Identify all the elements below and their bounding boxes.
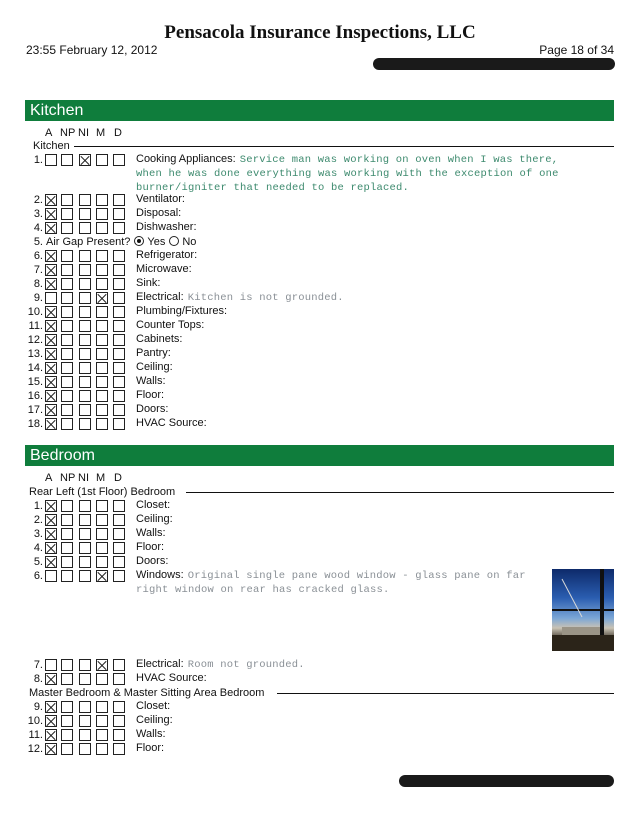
- window-photo-image: [552, 569, 614, 651]
- checkbox[interactable]: [96, 542, 108, 554]
- item-number: 16.: [27, 390, 43, 402]
- checkbox[interactable]: [61, 743, 73, 755]
- checkbox[interactable]: [45, 570, 57, 582]
- checkbox[interactable]: [113, 556, 125, 568]
- page-number: Page 18 of 34: [539, 43, 614, 57]
- item-label: Cooking Appliances:: [136, 153, 236, 165]
- checklist-row: [0, 305, 640, 319]
- checkbox-checked[interactable]: [96, 570, 108, 582]
- checkbox[interactable]: [79, 306, 91, 318]
- checklist-row: [0, 375, 640, 389]
- checkbox-checked[interactable]: [45, 278, 57, 290]
- checkbox[interactable]: [79, 376, 91, 388]
- checklist-row: [0, 389, 640, 403]
- checkbox[interactable]: [79, 542, 91, 554]
- checkbox[interactable]: [61, 264, 73, 276]
- company-title: Pensacola Insurance Inspections, LLC: [164, 22, 476, 43]
- checklist-row: [0, 263, 640, 277]
- item-number: 6.: [33, 570, 43, 582]
- checkbox[interactable]: [96, 556, 108, 568]
- checkbox[interactable]: [96, 348, 108, 360]
- item-label: Closet:: [136, 700, 171, 712]
- checkbox[interactable]: [113, 500, 125, 512]
- checkbox[interactable]: [61, 194, 73, 206]
- checkbox[interactable]: [79, 500, 91, 512]
- checkbox[interactable]: [96, 362, 108, 374]
- checkbox-checked[interactable]: [45, 514, 57, 526]
- item-label: Closet:: [136, 499, 171, 511]
- checkbox-checked[interactable]: [45, 715, 57, 727]
- checkbox[interactable]: [96, 154, 108, 166]
- item-comment: right window on rear has cracked glass.: [136, 584, 390, 596]
- item-label: Walls:: [136, 728, 166, 740]
- checkbox[interactable]: [79, 348, 91, 360]
- radio-yes[interactable]: [134, 236, 144, 246]
- checkbox[interactable]: [113, 208, 125, 220]
- checklist-row: [0, 207, 640, 221]
- subsection-rule: [74, 146, 614, 147]
- checkbox[interactable]: [61, 292, 73, 304]
- checklist-row: [0, 672, 640, 686]
- legend-a: A: [45, 127, 53, 139]
- item-label: Cabinets:: [136, 333, 183, 345]
- checkbox[interactable]: [96, 404, 108, 416]
- checkbox[interactable]: [113, 715, 125, 727]
- checkbox[interactable]: [79, 320, 91, 332]
- section-header-bedroom: Bedroom: [25, 445, 614, 466]
- checkbox[interactable]: [79, 673, 91, 685]
- checkbox[interactable]: [113, 743, 125, 755]
- checkbox[interactable]: [113, 376, 125, 388]
- checkbox[interactable]: [61, 729, 73, 741]
- checkbox[interactable]: [113, 348, 125, 360]
- rating-legend-kitchen: [0, 127, 640, 140]
- checkbox[interactable]: [79, 556, 91, 568]
- checkbox[interactable]: [61, 320, 73, 332]
- checkbox-checked[interactable]: [45, 418, 57, 430]
- checkbox[interactable]: [96, 208, 108, 220]
- item-number: 5.: [33, 236, 43, 248]
- checkbox-checked[interactable]: [45, 556, 57, 568]
- item-number: 9.: [33, 701, 43, 713]
- checkbox[interactable]: [113, 570, 125, 582]
- item-label: Plumbing/Fixtures:: [136, 305, 228, 317]
- checkbox-checked[interactable]: [45, 334, 57, 346]
- checkbox[interactable]: [96, 250, 108, 262]
- item-number: 5.: [33, 556, 43, 568]
- item-number: 1.: [33, 500, 43, 512]
- item-label: Ceiling:: [136, 714, 173, 726]
- checkbox[interactable]: [96, 743, 108, 755]
- checkbox[interactable]: [79, 208, 91, 220]
- checklist-row: [0, 728, 640, 742]
- item-number: 10.: [27, 306, 43, 318]
- checkbox[interactable]: [61, 362, 73, 374]
- checkbox[interactable]: [96, 278, 108, 290]
- checkbox[interactable]: [61, 376, 73, 388]
- checkbox[interactable]: [61, 701, 73, 713]
- checkbox[interactable]: [79, 362, 91, 374]
- checkbox[interactable]: [79, 390, 91, 402]
- item-number: 4.: [33, 542, 43, 554]
- checkbox-checked[interactable]: [45, 701, 57, 713]
- checklist-row: [0, 153, 640, 194]
- checkbox-checked[interactable]: [45, 194, 57, 206]
- checkbox-checked[interactable]: [45, 404, 57, 416]
- item-label: Pantry:: [136, 347, 171, 359]
- item-number: 3.: [33, 208, 43, 220]
- checkbox[interactable]: [113, 701, 125, 713]
- item-number: 2.: [33, 514, 43, 526]
- checkbox[interactable]: [113, 659, 125, 671]
- item-label: Doors:: [136, 403, 169, 415]
- checklist-row: [0, 319, 640, 333]
- item-number: 15.: [27, 376, 43, 388]
- checkbox-checked[interactable]: [45, 673, 57, 685]
- item-number: 3.: [33, 528, 43, 540]
- checkbox-checked[interactable]: [45, 222, 57, 234]
- checkbox[interactable]: [61, 570, 73, 582]
- checklist-row: [0, 361, 640, 375]
- item-label: Ceiling:: [136, 361, 173, 373]
- checkbox[interactable]: [79, 250, 91, 262]
- checklist-row: [0, 235, 640, 249]
- checkbox[interactable]: [45, 659, 57, 671]
- checklist-row: [0, 193, 640, 207]
- checklist-row: [0, 277, 640, 291]
- item-number: 11.: [28, 729, 43, 741]
- item-label: HVAC Source:: [136, 417, 207, 429]
- radio-no[interactable]: [169, 236, 179, 246]
- item-number: 18.: [27, 418, 43, 430]
- checklist-row: [0, 541, 640, 555]
- item-number: 14.: [27, 362, 43, 374]
- checkbox-checked[interactable]: [45, 390, 57, 402]
- checklist-row: [0, 249, 640, 263]
- subsection-master-bedroom: Master Bedroom & Master Sitting Area Bedroom: [29, 687, 265, 699]
- item-number: 12.: [27, 743, 43, 755]
- checkbox[interactable]: [61, 154, 73, 166]
- checkbox-checked[interactable]: [45, 500, 57, 512]
- checkbox[interactable]: [79, 264, 91, 276]
- item-number: 8.: [33, 673, 43, 685]
- checkbox-checked[interactable]: [45, 250, 57, 262]
- item-label: Walls:: [136, 375, 166, 387]
- checklist-row: [0, 742, 640, 756]
- checklist-row: [0, 333, 640, 347]
- item-comment: Original single pane wood window - glass pane on far: [187, 570, 526, 582]
- item-number: 2.: [33, 194, 43, 206]
- item-label: Microwave:: [136, 263, 192, 275]
- checkbox[interactable]: [79, 701, 91, 713]
- legend-ni: NI: [78, 127, 89, 139]
- checkbox[interactable]: [61, 404, 73, 416]
- checkbox[interactable]: [45, 154, 57, 166]
- item-label: Sink:: [136, 277, 161, 289]
- checkbox[interactable]: [113, 264, 125, 276]
- checkbox[interactable]: [113, 390, 125, 402]
- checkbox-checked[interactable]: [45, 306, 57, 318]
- legend-a: A: [45, 472, 53, 484]
- item-label: Ceiling:: [136, 513, 173, 525]
- legend-np: NP: [60, 127, 76, 139]
- checklist-row: [0, 527, 640, 541]
- checkbox[interactable]: [96, 320, 108, 332]
- checkbox[interactable]: [61, 278, 73, 290]
- checkbox-checked[interactable]: [45, 362, 57, 374]
- report-datetime: 23:55 February 12, 2012: [26, 43, 158, 57]
- checkbox[interactable]: [96, 194, 108, 206]
- checkbox[interactable]: [96, 701, 108, 713]
- checkbox[interactable]: [79, 334, 91, 346]
- checkbox[interactable]: [113, 404, 125, 416]
- checkbox[interactable]: [79, 729, 91, 741]
- item-comment: burner/igniter that needed to be replaced.: [136, 182, 410, 194]
- checkbox[interactable]: [96, 264, 108, 276]
- checklist-row: [0, 291, 640, 305]
- checkbox[interactable]: [96, 500, 108, 512]
- item-label: Doors:: [136, 555, 169, 567]
- checklist-row: [0, 403, 640, 417]
- item-number: 11.: [28, 320, 43, 332]
- radio-yes-label: Yes: [147, 236, 166, 248]
- checkbox[interactable]: [113, 306, 125, 318]
- checkbox[interactable]: [113, 729, 125, 741]
- checkbox[interactable]: [61, 673, 73, 685]
- checkbox[interactable]: [113, 362, 125, 374]
- checkbox[interactable]: [96, 729, 108, 741]
- checkbox-checked[interactable]: [45, 320, 57, 332]
- checkbox[interactable]: [96, 673, 108, 685]
- item-number: 7.: [33, 264, 43, 276]
- item-number: 1.: [33, 154, 43, 166]
- checkbox[interactable]: [61, 659, 73, 671]
- item-number: 7.: [33, 659, 43, 671]
- checkbox[interactable]: [113, 278, 125, 290]
- item-label: Refrigerator:: [136, 249, 198, 261]
- checkbox[interactable]: [61, 715, 73, 727]
- item-label: Electrical:: [136, 658, 184, 670]
- checkbox[interactable]: [113, 320, 125, 332]
- checklist-row: [0, 555, 640, 569]
- checkbox[interactable]: [79, 659, 91, 671]
- checklist-row: [0, 658, 640, 672]
- checklist-row: [0, 569, 640, 596]
- item-label: Floor:: [136, 742, 165, 754]
- checkbox[interactable]: [113, 514, 125, 526]
- item-comment: Room not grounded.: [187, 659, 305, 671]
- checkbox[interactable]: [61, 500, 73, 512]
- checkbox[interactable]: [113, 542, 125, 554]
- legend-ni: NI: [78, 472, 89, 484]
- item-label: Floor:: [136, 541, 165, 553]
- checklist-row: [0, 347, 640, 361]
- checkbox[interactable]: [61, 222, 73, 234]
- checkbox-checked[interactable]: [79, 154, 91, 166]
- checkbox[interactable]: [79, 278, 91, 290]
- legend-np: NP: [60, 472, 76, 484]
- checkbox[interactable]: [113, 194, 125, 206]
- subsection-rule: [277, 693, 614, 694]
- checkbox[interactable]: [113, 418, 125, 430]
- checkbox[interactable]: [79, 418, 91, 430]
- checkbox[interactable]: [61, 514, 73, 526]
- checkbox[interactable]: [79, 404, 91, 416]
- checkbox[interactable]: [61, 208, 73, 220]
- checklist-row: [0, 513, 640, 527]
- checkbox-checked[interactable]: [45, 542, 57, 554]
- legend-d: D: [114, 127, 122, 139]
- checkbox[interactable]: [96, 222, 108, 234]
- window-photo[interactable]: [552, 569, 614, 651]
- checkbox[interactable]: [79, 514, 91, 526]
- checkbox[interactable]: [61, 306, 73, 318]
- checklist-row: [0, 714, 640, 728]
- checkbox[interactable]: [113, 250, 125, 262]
- checklist-row: [0, 221, 640, 235]
- air-gap-question: Air Gap Present?: [46, 236, 131, 248]
- item-number: 12.: [27, 334, 43, 346]
- checkbox[interactable]: [61, 556, 73, 568]
- legend-m: M: [96, 472, 106, 484]
- checkbox[interactable]: [79, 528, 91, 540]
- checkbox-checked[interactable]: [96, 292, 108, 304]
- checkbox[interactable]: [79, 715, 91, 727]
- legend-m: M: [96, 127, 106, 139]
- checkbox[interactable]: [96, 376, 108, 388]
- checkbox-checked[interactable]: [96, 659, 108, 671]
- checkbox[interactable]: [61, 250, 73, 262]
- item-label: Dishwasher:: [136, 221, 197, 233]
- checkbox[interactable]: [61, 348, 73, 360]
- checkbox[interactable]: [113, 154, 125, 166]
- checkbox[interactable]: [96, 418, 108, 430]
- checklist-row: [0, 417, 640, 431]
- checkbox[interactable]: [113, 528, 125, 540]
- checkbox[interactable]: [96, 715, 108, 727]
- checkbox[interactable]: [61, 542, 73, 554]
- checkbox[interactable]: [113, 292, 125, 304]
- item-comment: Kitchen is not grounded.: [187, 292, 344, 304]
- checkbox[interactable]: [61, 418, 73, 430]
- checkbox-checked[interactable]: [45, 208, 57, 220]
- checklist-row: [0, 499, 640, 513]
- item-label: HVAC Source:: [136, 672, 207, 684]
- item-number: 17.: [27, 404, 43, 416]
- checkbox[interactable]: [96, 514, 108, 526]
- checkbox[interactable]: [45, 292, 57, 304]
- item-number: 9.: [33, 292, 43, 304]
- item-number: 13.: [27, 348, 43, 360]
- item-label: Windows:: [136, 569, 184, 581]
- checkbox-checked[interactable]: [45, 729, 57, 741]
- item-label: Floor:: [136, 389, 165, 401]
- item-label: Disposal:: [136, 207, 182, 219]
- item-label: Ventilator:: [136, 193, 185, 205]
- redaction-bar-bottom: [399, 775, 614, 787]
- legend-d: D: [114, 472, 122, 484]
- item-number: 8.: [33, 278, 43, 290]
- checkbox-checked[interactable]: [45, 348, 57, 360]
- subsection-rear-left-bedroom: Rear Left (1st Floor) Bedroom: [29, 486, 176, 498]
- item-number: 4.: [33, 222, 43, 234]
- checkbox[interactable]: [113, 673, 125, 685]
- section-header-kitchen: Kitchen: [25, 100, 614, 121]
- checkbox[interactable]: [61, 528, 73, 540]
- checkbox[interactable]: [79, 570, 91, 582]
- checkbox-checked[interactable]: [45, 743, 57, 755]
- checkbox[interactable]: [113, 222, 125, 234]
- redaction-bar-top: [373, 58, 615, 70]
- subsection-kitchen: Kitchen: [33, 140, 70, 152]
- checkbox[interactable]: [113, 334, 125, 346]
- rating-legend-bedroom: [0, 472, 640, 485]
- checkbox[interactable]: [79, 222, 91, 234]
- checklist-row: [0, 700, 640, 714]
- checkbox[interactable]: [79, 292, 91, 304]
- checkbox-checked[interactable]: [45, 376, 57, 388]
- checkbox-checked[interactable]: [45, 264, 57, 276]
- checkbox[interactable]: [96, 334, 108, 346]
- checkbox-checked[interactable]: [45, 528, 57, 540]
- subsection-rule: [186, 492, 614, 493]
- checkbox[interactable]: [61, 390, 73, 402]
- checkbox[interactable]: [79, 194, 91, 206]
- checkbox[interactable]: [61, 334, 73, 346]
- checkbox[interactable]: [79, 743, 91, 755]
- item-comment: Service man was working on oven when I was there,: [239, 154, 559, 166]
- radio-no-label: No: [182, 236, 197, 248]
- checkbox[interactable]: [96, 390, 108, 402]
- item-label: Electrical:: [136, 291, 184, 303]
- checkbox[interactable]: [96, 306, 108, 318]
- item-comment: when he was done everything was working with the exception of one: [136, 168, 559, 180]
- item-number: 10.: [27, 715, 43, 727]
- checkbox[interactable]: [96, 528, 108, 540]
- item-label: Counter Tops:: [136, 319, 205, 331]
- item-label: Walls:: [136, 527, 166, 539]
- item-number: 6.: [33, 250, 43, 262]
